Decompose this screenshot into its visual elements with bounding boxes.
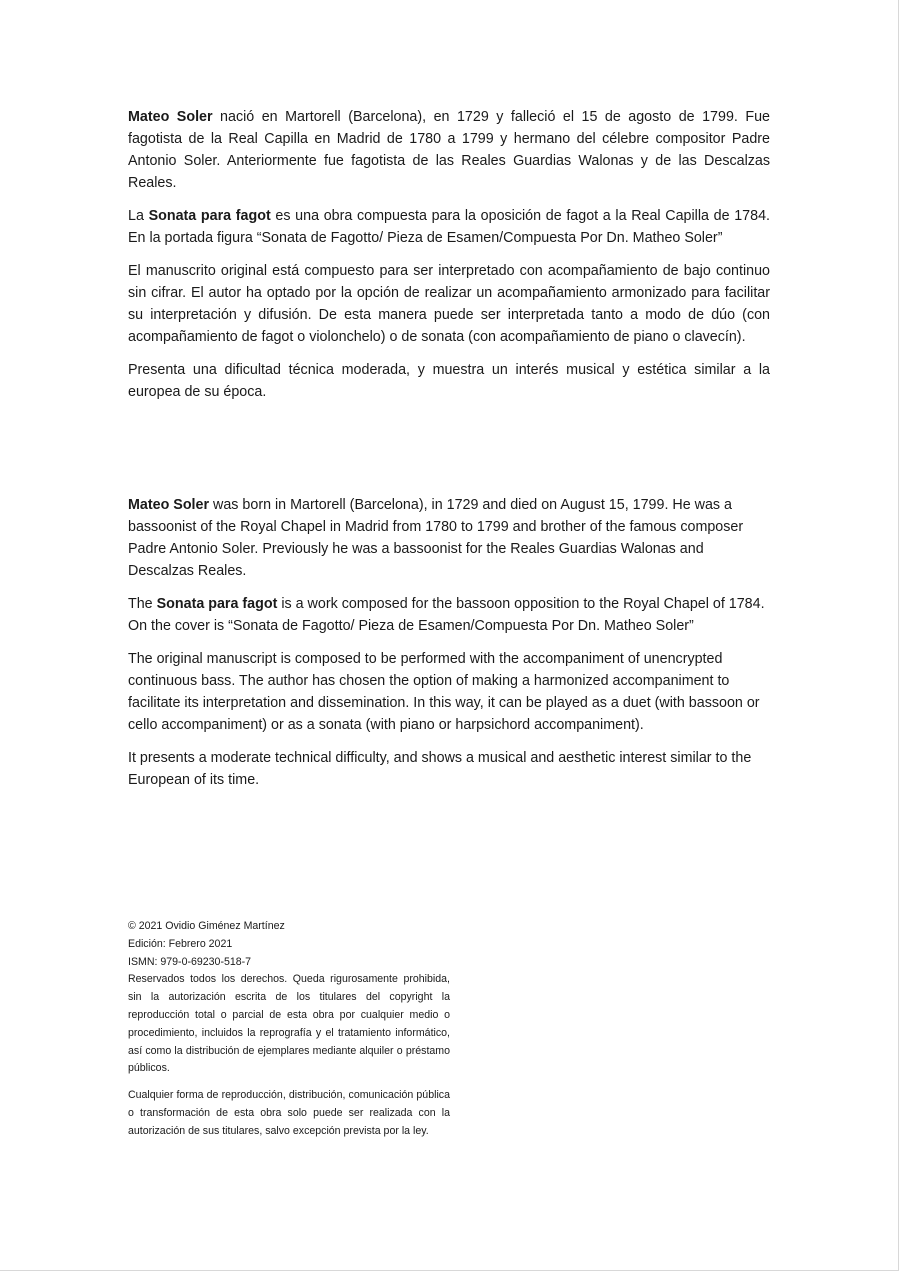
es-bio-text: nació en Martorell (Barcelona), en 1729 y falleció el 15 de agosto de 1799. Fue fagotista de la Real Capilla en Madrid de 1780 a 1799 y hermano del célebre compositor Padre Antonio Soler. Anteriormente fue fagotista de las Reales Guardias Walonas y de las Descalzas Reales. bbox=[128, 109, 770, 191]
es-paragraph-sonata bbox=[128, 205, 770, 249]
es-paragraph-manuscript: El manuscrito original está compuesto para ser interpretado con acompañamiento de bajo continuo sin cifrar. El autor ha optado por la opción de realizar un acompañamiento armonizado para facilitar su interpretación y difusión. De esta manera puede ser interpretada tanto a modo de dúo (con acompañamiento de fagot o violonchelo) o de sonata (con acompañamiento de piano o clavecín). bbox=[128, 263, 770, 345]
es-sonata-title: Sonata para fagot bbox=[148, 208, 271, 224]
en-paragraph-sonata bbox=[128, 593, 770, 637]
spanish-description bbox=[128, 106, 770, 414]
copyright-footer bbox=[128, 918, 450, 1150]
es-sonata-text: es una obra compuesta para la oposición de fagot a la Real Capilla de 1784. En la portada figura “Sonata de Fagotto/ Pieza de Esamen/Compuesta Por Dn. Matheo Soler” bbox=[128, 208, 771, 246]
es-paragraph-bio bbox=[128, 106, 770, 194]
en-sonata-text: is a work composed for the bassoon opposition to the Royal Chapel of 1784. On the cover is “Sonata de Fagotto/ Pieza de Esamen/Compuesta Por Dn. Matheo Soler” bbox=[128, 596, 765, 634]
en-composer-name: Mateo Soler bbox=[128, 497, 210, 513]
es-composer-name: Mateo Soler bbox=[128, 109, 213, 125]
en-sonata-title: Sonata para fagot bbox=[156, 596, 278, 612]
en-paragraph-manuscript: The original manuscript is composed to be performed with the accompaniment of unencrypted continuous bass. The author has chosen the option of making a harmonized accompaniment to facilitate its interpretation and dissemination. In this way, it can be played as a duet (with bassoon or cello accompaniment) or as a sonata (with piano or harpsichord accompaniment). bbox=[128, 651, 760, 733]
es-paragraph-difficulty: Presenta una dificultad técnica moderada, y muestra un interés musical y estética similar a la europea de su época. bbox=[128, 362, 770, 400]
edition-line: Edición: Febrero 2021 bbox=[128, 937, 233, 950]
en-paragraph-difficulty: It presents a moderate technical difficulty, and shows a musical and aesthetic interest similar to the European of its time. bbox=[128, 750, 752, 788]
usage-notice: Cualquier forma de reproducción, distribución, comunicación pública o transformación de esta obra solo puede ser realizada con la autorización de sus titulares, salvo excepción prevista por la ley. bbox=[128, 1089, 450, 1137]
es-sonata-pre: La bbox=[128, 208, 149, 224]
rights-notice: Reservados todos los derechos. Queda rigurosamente prohibida, sin la autorización escrita de los titulares del copyright la reproducción total o parcial de esta obra por cualquier medio o procedimiento, incluidos la reprografía y el tratamiento informático, así como la distribución de ejemplares mediante alquiler o préstamo públicos. bbox=[128, 973, 450, 1075]
english-description bbox=[128, 494, 770, 802]
ismn-line: ISMN: 979-0-69230-518-7 bbox=[128, 955, 252, 968]
en-bio-text: was born in Martorell (Barcelona), in 1729 and died on August 15, 1799. He was a bassoonist of the Royal Chapel in Madrid from 1780 to 1799 and brother of the famous composer Padre Antonio Soler. Previously he was a bassoonist for the Reales Guardias Walonas and Descalzas Reales. bbox=[128, 497, 744, 579]
en-sonata-pre: The bbox=[128, 596, 157, 612]
copyright-line: © 2021 Ovidio Giménez Martínez bbox=[128, 920, 285, 932]
en-paragraph-bio bbox=[128, 494, 770, 582]
